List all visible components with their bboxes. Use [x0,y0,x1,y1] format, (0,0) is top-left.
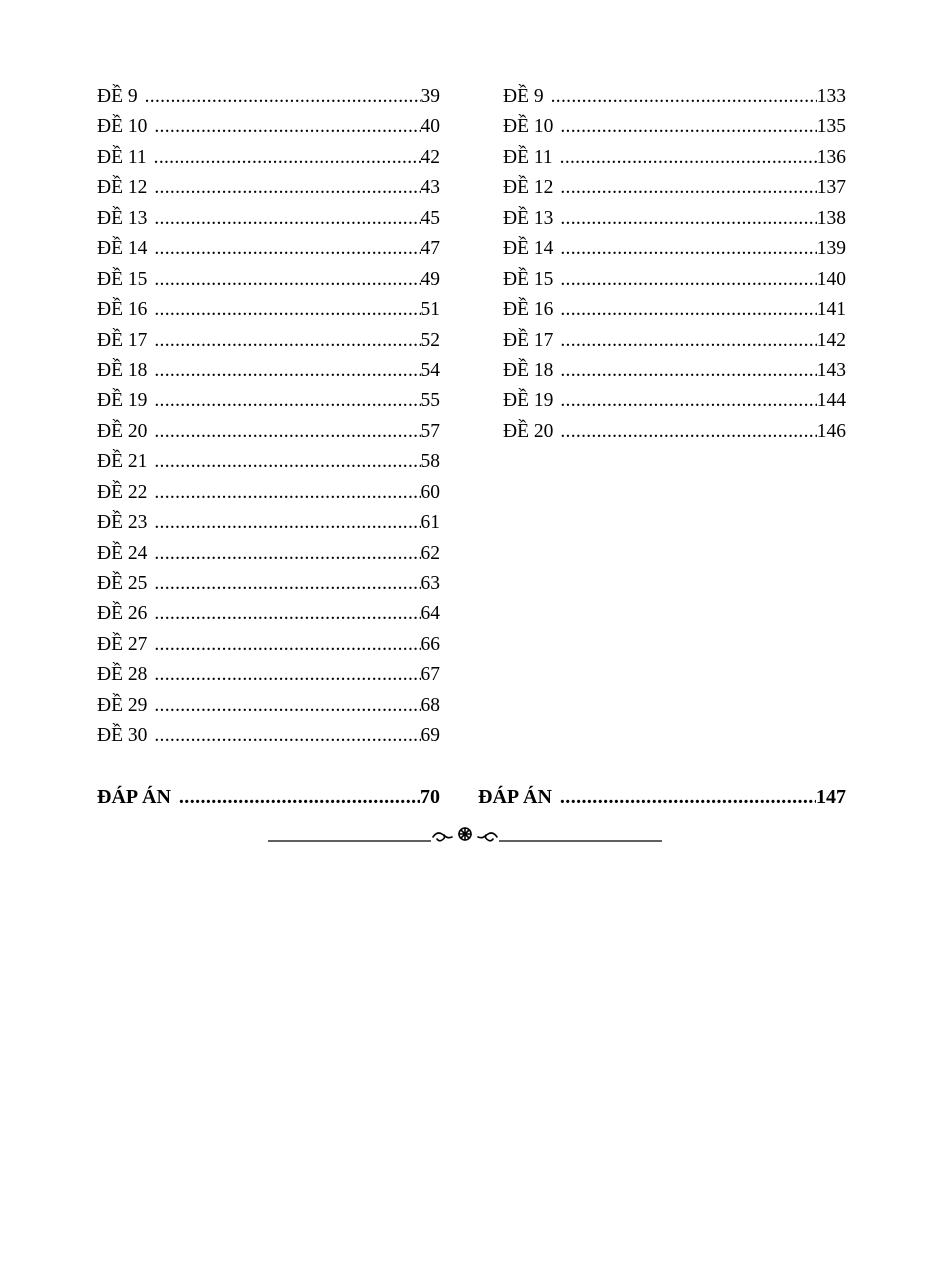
toc-entry-label: ĐỀ 21 [97,451,148,473]
toc-entry-label: ĐỀ 9 [97,86,138,107]
toc-entry [97,691,440,721]
dot-leader [560,234,816,264]
toc-entry-page: 51 [420,299,440,321]
toc-entry-page: 63 [420,573,440,594]
toc-entry-page: 58 [420,451,440,473]
toc-entry-page: 42 [420,146,440,168]
toc-entry-page: 144 [816,390,846,412]
toc-entry [97,660,440,690]
toc-entry-page: 61 [420,512,440,534]
toc-entry [97,265,440,295]
toc-entry [97,447,440,477]
toc-column-left [97,82,440,752]
toc-entry [97,599,440,629]
toc-entry-label: ĐỀ 13 [97,207,148,229]
toc-entry [503,173,846,203]
toc-entry-label: ĐỀ 18 [97,359,148,381]
dot-leader [154,386,420,416]
toc-entry [97,112,440,142]
toc-entry [97,478,440,508]
toc-entry [503,356,846,386]
toc-entry [503,234,846,264]
toc-entry [97,508,440,538]
toc-entry-label: ĐỀ 27 [97,633,148,655]
toc-entry [97,204,440,234]
dot-leader [551,82,817,112]
toc-entry-page: 137 [816,177,846,199]
dot-leader [154,447,420,477]
toc-entry [97,417,440,447]
toc-entry-label: ĐỀ 9 [503,86,544,107]
toc-entry-label: ĐỀ 19 [97,390,148,412]
toc-entry-label: ĐỀ 26 [97,603,148,625]
toc-entry-label: ĐỀ 23 [97,512,148,534]
toc-entry-label: ĐỀ 22 [97,481,148,503]
toc-column-right [503,82,846,447]
toc-entry [503,82,846,112]
toc-entry-page: 136 [816,146,846,168]
answers-entry-right [478,782,846,812]
toc-entry [97,569,440,599]
dot-leader [154,265,420,295]
dot-leader [154,508,420,538]
toc-entry-page: 54 [420,359,440,381]
toc-entry-page: 39 [420,86,440,107]
dot-leader [560,112,816,142]
toc-entry-label: ĐỀ 14 [97,238,148,260]
dot-leader [560,417,816,447]
dot-leader [154,630,420,660]
dot-leader [154,295,420,325]
toc-entry-label: ĐỀ 12 [503,177,554,199]
toc-entry [97,143,440,173]
toc-entry-label: ĐỀ 16 [503,299,554,321]
toc-entry-page: 49 [420,268,440,290]
toc-entry-label: ĐỀ 30 [97,725,148,747]
toc-entry-label: ĐỀ 25 [97,573,148,594]
dot-leader [179,782,420,812]
toc-entry [503,112,846,142]
toc-entry-page: 143 [816,359,846,381]
dot-leader [154,599,420,629]
toc-entry-page: 62 [420,542,440,564]
dot-leader [154,326,420,356]
toc-entry-label: ĐỀ 15 [503,268,554,290]
dot-leader [154,234,420,264]
toc-entry-label: ĐỀ 28 [97,664,148,686]
toc-entry-label: ĐỀ 24 [97,542,148,564]
ornament-icon [433,828,497,841]
dot-leader [145,82,421,112]
dot-leader [154,721,420,751]
dot-leader [154,204,420,234]
toc-entry-page: 57 [420,420,440,442]
dot-leader [560,356,816,386]
toc-entry-page: 52 [420,329,440,351]
dot-leader [560,143,817,173]
toc-entry [503,265,846,295]
toc-entry-label: ĐỀ 20 [97,420,148,442]
answers-entry-left [97,782,440,812]
toc-entry-label: ĐỀ 20 [503,420,554,442]
dot-leader [560,173,816,203]
toc-entry [503,143,846,173]
answers-page: 147 [816,786,846,808]
toc-entry-page: 139 [816,238,846,260]
toc-entry [97,173,440,203]
dot-leader [560,295,816,325]
toc-entry-page: 45 [420,207,440,229]
toc-entry-page: 66 [420,633,440,655]
toc-entry-page: 47 [420,238,440,260]
toc-entry-page: 135 [816,116,846,138]
toc-entry-page: 67 [420,664,440,686]
toc-entry [97,234,440,264]
toc-entry [503,204,846,234]
toc-entry-label: ĐỀ 19 [503,390,554,412]
toc-entry [97,326,440,356]
toc-entry [97,539,440,569]
toc-entry-label: ĐỀ 17 [97,329,148,351]
toc-entry [97,82,440,112]
answers-page: 70 [420,786,440,808]
ornament-divider [268,823,662,847]
toc-entry-page: 146 [816,420,846,442]
toc-entry-page: 69 [420,725,440,747]
toc-entry-label: ĐỀ 15 [97,268,148,290]
dot-leader [154,112,420,142]
toc-entry-label: ĐỀ 14 [503,238,554,260]
toc-entry [503,295,846,325]
dot-leader [560,204,816,234]
answers-label: ĐÁP ÁN [478,786,552,808]
toc-entry-label: ĐỀ 11 [503,146,553,168]
toc-entry-page: 55 [420,390,440,412]
dot-leader [154,417,420,447]
toc-entry [503,386,846,416]
toc-entry-label: ĐỀ 10 [503,116,554,138]
dot-leader [154,660,420,690]
toc-entry-page: 64 [420,603,440,625]
dot-leader [154,173,420,203]
toc-entry-page: 142 [816,329,846,351]
dot-leader [154,569,420,599]
toc-entry-page: 141 [816,299,846,321]
dot-leader [154,143,421,173]
dot-leader [560,326,816,356]
toc-entry-page: 43 [420,177,440,199]
toc-entry-page: 68 [420,694,440,716]
dot-leader [154,478,420,508]
dot-leader [560,386,816,416]
dot-leader [560,782,816,812]
toc-entry [97,386,440,416]
answers-label: ĐÁP ÁN [97,786,171,808]
toc-entry-label: ĐỀ 17 [503,329,554,351]
toc-entry [503,326,846,356]
toc-entry-label: ĐỀ 12 [97,177,148,199]
toc-entry-label: ĐỀ 10 [97,116,148,138]
toc-entry-label: ĐỀ 13 [503,207,554,229]
toc-entry-page: 40 [420,116,440,138]
toc-entry [97,356,440,386]
dot-leader [154,356,420,386]
toc-entry-page: 140 [816,268,846,290]
toc-entry [97,295,440,325]
dot-leader [154,539,420,569]
toc-entry-label: ĐỀ 11 [97,146,147,168]
toc-entry [97,721,440,751]
dot-leader [560,265,816,295]
dot-leader [154,691,420,721]
toc-entry-page: 60 [420,481,440,503]
toc-entry-label: ĐỀ 16 [97,299,148,321]
toc-entry-page: 138 [816,207,846,229]
toc-entry-label: ĐỀ 29 [97,694,148,716]
toc-entry-page: 133 [816,86,846,107]
toc-entry [97,630,440,660]
toc-entry [503,417,846,447]
toc-entry-label: ĐỀ 18 [503,359,554,381]
